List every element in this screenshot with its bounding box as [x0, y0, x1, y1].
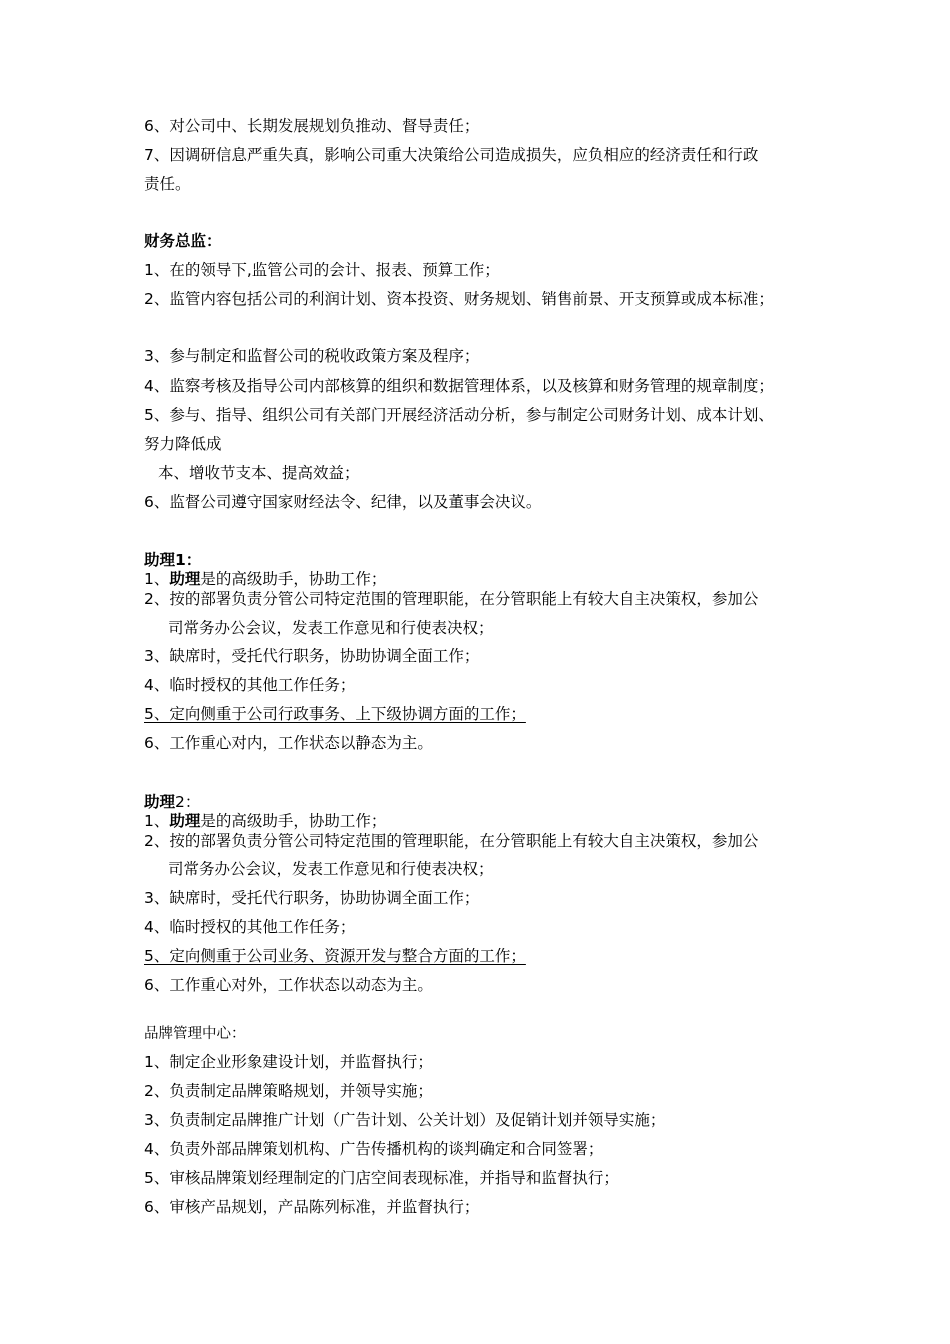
duty-item: 4、临时授权的其他工作任务；: [144, 918, 356, 936]
duty-item: 3、参与制定和监督公司的税收政策方案及程序；: [144, 347, 480, 365]
section-title-suffix: 2：: [175, 793, 201, 811]
section-title-bold: 助理: [144, 793, 176, 811]
duty-item: 7、因调研信息严重失真，影响公司重大决策给公司造成损失，应负相应的经济责任和行政: [144, 146, 759, 164]
section-title-brand: 品牌管理中心：: [144, 1026, 246, 1042]
item-text: 是的高级助手，协助工作；: [200, 570, 387, 588]
duty-item-continuation: 本、增收节支本、提高效益；: [158, 464, 360, 482]
duty-item: 4、负责外部品牌策划机构、广告传播机构的谈判确定和合同签署；: [144, 1140, 604, 1158]
item-bold-term: 助理: [169, 570, 201, 588]
duty-item: [144, 811, 386, 831]
duty-item: [144, 569, 386, 589]
item-number: 1、: [144, 570, 170, 588]
section-title-bold: 助理: [144, 551, 176, 569]
section-title-suffix: 1：: [175, 551, 202, 569]
duty-item-continuation: 司常务办公会议，发表工作意见和行使表决权；: [168, 860, 494, 878]
duty-item: 6、工作重心对外，工作状态以动态为主。: [144, 976, 433, 994]
duty-item: 6、工作重心对内，工作状态以静态为主。: [144, 734, 433, 752]
duty-item: 1、制定企业形象建设计划，并监督执行；: [144, 1053, 433, 1071]
duty-item-underlined: 5、定向侧重于公司行政事务、上下级协调方面的工作；: [144, 705, 526, 723]
duty-item-continuation: 司常务办公会议，发表工作意见和行使表决权；: [168, 619, 494, 637]
item-number: 1、: [144, 812, 170, 830]
duty-item-continuation: 努力降低成: [144, 435, 222, 453]
section-title-assistant-1: [144, 550, 201, 570]
duty-item-continuation: 责任。: [144, 175, 191, 193]
duty-item: 2、监管内容包括公司的利润计划、资本投资、财务规划、销售前景、开支预算或成本标准；: [144, 290, 774, 308]
duty-item: 2、按的部署负责分管公司特定范围的管理职能，在分管职能上有较大自主决策权，参加公: [144, 590, 759, 608]
duty-item: 6、对公司中、长期发展规划负推动、督导责任；: [144, 117, 480, 135]
duty-item: 6、审核产品规划，产品陈列标准，并监督执行；: [144, 1198, 480, 1216]
section-title-assistant-2: [144, 792, 200, 812]
duty-item-underlined: 5、定向侧重于公司业务、资源开发与整合方面的工作；: [144, 947, 526, 965]
duty-item: 5、参与、指导、组织公司有关部门开展经济活动分析，参与制定公司财务计划、成本计划、: [144, 406, 774, 424]
duty-item: 4、临时授权的其他工作任务；: [144, 676, 356, 694]
item-text: 是的高级助手，协助工作；: [200, 812, 387, 830]
item-bold-term: 助理: [169, 812, 201, 830]
duty-item: 3、缺席时，受托代行职务，协助协调全面工作；: [144, 889, 480, 907]
duty-item: 3、负责制定品牌推广计划（广告计划、公关计划）及促销计划并领导实施；: [144, 1111, 666, 1129]
duty-item: 3、缺席时，受托代行职务，协助协调全面工作；: [144, 647, 480, 665]
duty-item: 6、监督公司遵守国家财经法令、纪律，以及董事会决议。: [144, 493, 542, 511]
duty-item: 5、审核品牌策划经理制定的门店空间表现标准，并指导和监督执行；: [144, 1169, 619, 1187]
duty-item: 2、按的部署负责分管公司特定范围的管理职能，在分管职能上有较大自主决策权，参加公: [144, 832, 759, 850]
duty-item: 1、在的领导下,监管公司的会计、报表、预算工作；: [144, 261, 500, 279]
duty-item: 4、监察考核及指导公司内部核算的组织和数据管理体系，以及核算和财务管理的规章制度；: [144, 377, 774, 395]
section-title-finance: 财务总监：: [144, 232, 222, 250]
duty-item: 2、负责制定品牌策略规划，并领导实施；: [144, 1082, 433, 1100]
